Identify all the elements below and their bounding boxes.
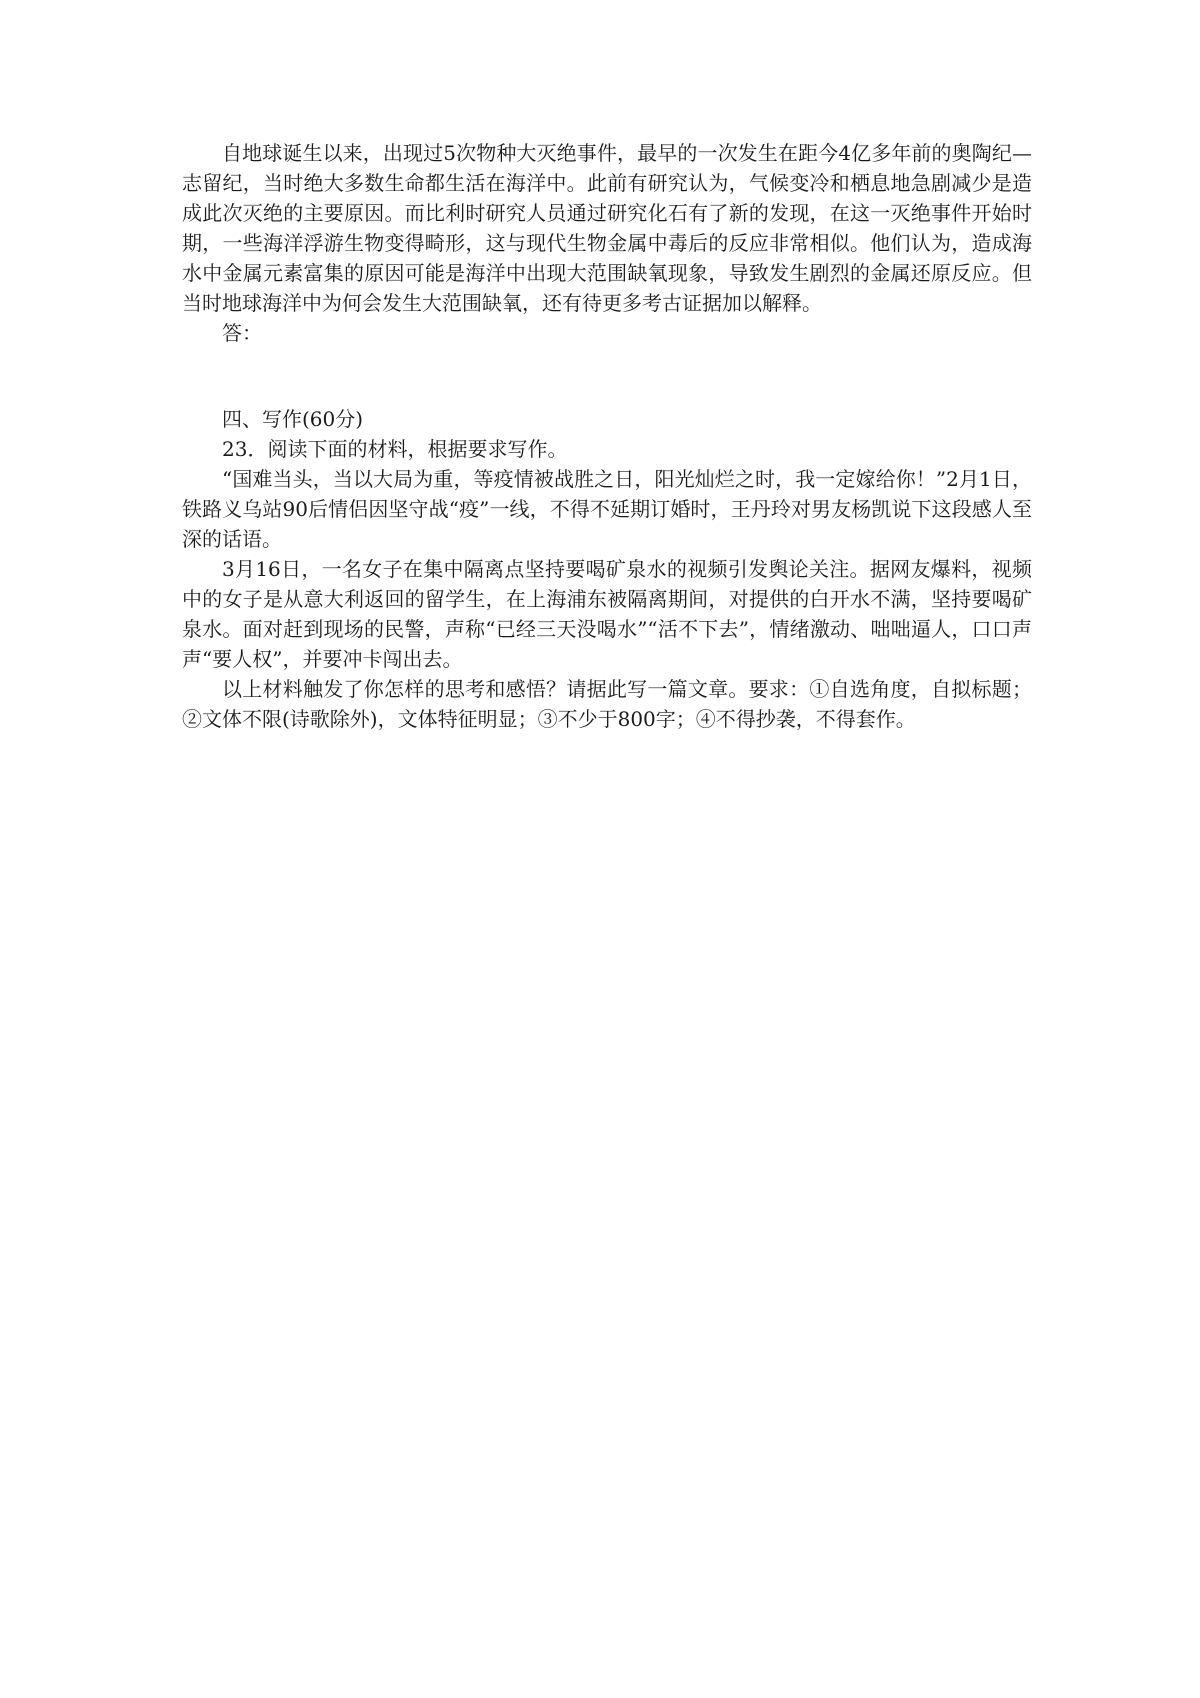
writing-material-1: “国难当头，当以大局为重，等疫情被战胜之日，阳光灿烂之时，我一定嫁给你！”2月1日，铁路义乌站90后情侣因坚守战“疫”一线，不得不延期订婚时，王丹玲对男友杨凯说下这段感人至深的话语。 xyxy=(182,467,1032,551)
writing-question: 23．阅读下面的材料，根据要求写作。 xyxy=(222,437,568,461)
writing-section-heading: 四、写作(60分) xyxy=(222,407,364,431)
answer-label: 答： xyxy=(222,321,262,345)
writing-material-2: 3月16日，一名女子在集中隔离点坚持要喝矿泉水的视频引发舆论关注。据网友爆料，视频中的女子是从意大利返回的留学生，在上海浦东被隔离期间，对提供的白开水不满，坚持要喝矿泉水。面对赶到现场的民警，声称“已经三天没喝水”“活不下去”，情绪激动、咄咄逼人，口口声声“要人权”，并要冲卡闯出去。 xyxy=(182,557,1032,671)
page-content xyxy=(182,138,1032,734)
writing-requirement: 以上材料触发了你怎样的思考和感悟？请据此写一篇文章。要求：①自选角度，自拟标题；②文体不限(诗歌除外)，文体特征明显；③不少于800字；④不得抄袭，不得套作。 xyxy=(182,677,1032,731)
reading-passage: 自地球诞生以来，出现过5次物种大灭绝事件，最早的一次发生在距今4亿多年前的奥陶纪—志留纪，当时绝大多数生命都生活在海洋中。此前有研究认为，气候变冷和栖息地急剧减少是造成此次灭绝的主要原因。而比利时研究人员通过研究化石有了新的发现，在这一灭绝事件开始时期，一些海洋浮游生物变得畸形，这与现代生物金属中毒后的反应非常相似。他们认为，造成海水中金属元素富集的原因可能是海洋中出现大范围缺氧现象，导致发生剧烈的金属还原反应。但当时地球海洋中为何会发生大范围缺氧，还有待更多考古证据加以解释。 xyxy=(182,141,1032,315)
answer-space xyxy=(182,348,1032,404)
